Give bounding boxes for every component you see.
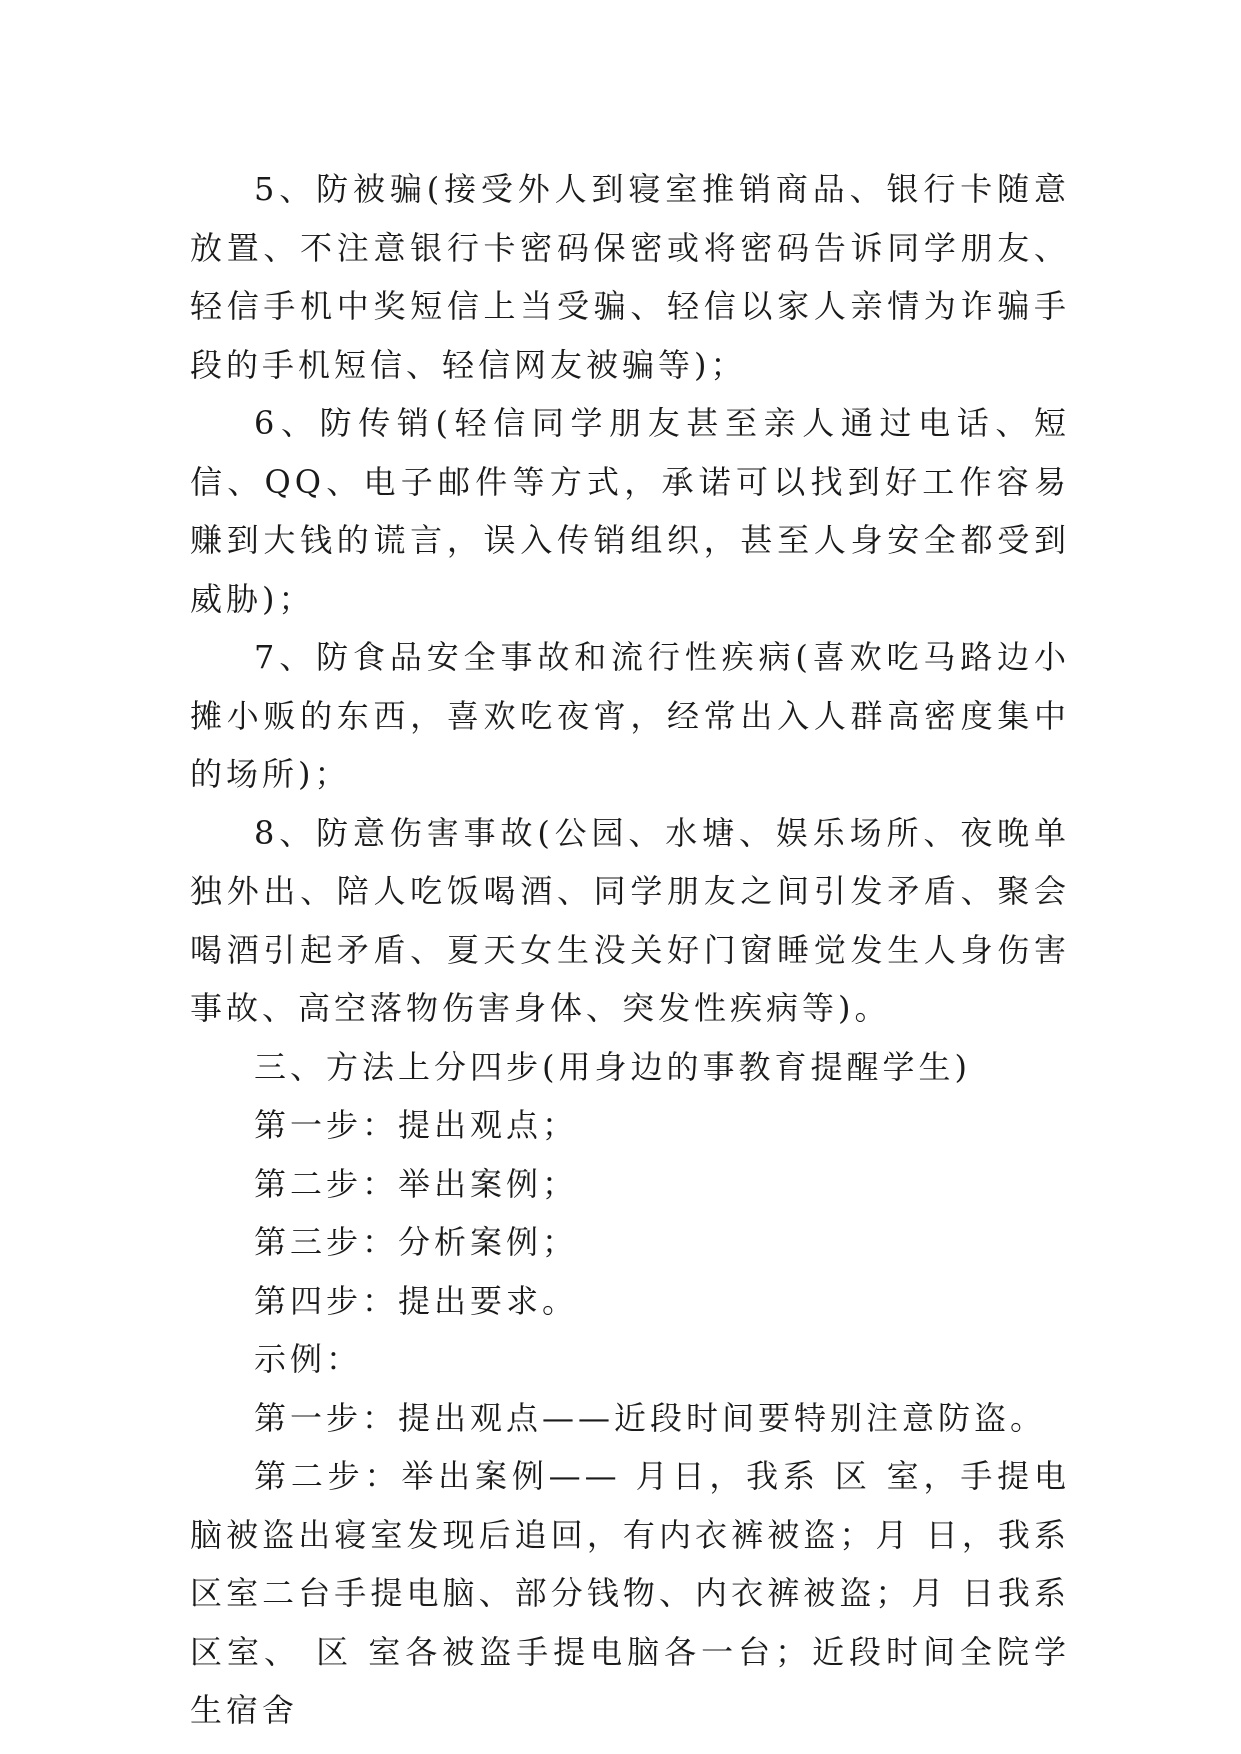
paragraph-fang-chuan-xiao: 6、防传销(轻信同学朋友甚至亲人通过电话、短信、QQ、电子邮件等方式，承诺可以找到好工作容易赚到大钱的谎言，误入传销组织，甚至人身安全都受到威胁)； — [190, 404, 1070, 618]
step-three: 第三步：分析案例； — [254, 1223, 579, 1261]
section-heading-method: 三、方法上分四步(用身边的事教育提醒学生) — [254, 1047, 971, 1086]
step-two: 第二步：举出案例； — [254, 1164, 579, 1203]
step-four: 第四步：提出要求。 — [254, 1281, 579, 1320]
document-body — [190, 160, 1070, 1740]
example-label: 示例： — [254, 1340, 363, 1378]
example-step-two: 第二步：举出案例—— 月日，我系 区 室，手提电脑被盗出寝室发现后追回，有内衣裤被盗；月 日，我系 区室二台手提电脑、部分钱物、内衣裤被盗；月 日我系 区室、 区 室各被盗手提电脑各一台；近段时间全院学生宿舍 — [190, 1457, 1070, 1729]
step-one: 第一步：提出观点； — [254, 1106, 579, 1144]
paragraph-fang-shi-pin-an-quan: 7、防食品安全事故和流行性疾病(喜欢吃马路边小摊小贩的东西，喜欢吃夜宵，经常出入人群高密度集中的场所)； — [190, 638, 1070, 793]
example-step-one: 第一步：提出观点——近段时间要特别注意防盗。 — [254, 1398, 1047, 1437]
paragraph-fang-yi-shang-hai: 8、防意伤害事故(公园、水塘、娱乐场所、夜晚单独外出、陪人吃饭喝酒、同学朋友之间引发矛盾、聚会喝酒引起矛盾、夏天女生没关好门窗睡觉发生人身伤害事故、高空落物伤害身体、突发性疾病等)。 — [190, 813, 1070, 1027]
paragraph-fang-bei-pian: 5、防被骗(接受外人到寝室推销商品、银行卡随意放置、不注意银行卡密码保密或将密码告诉同学朋友、轻信手机中奖短信上当受骗、轻信以家人亲情为诈骗手段的手机短信、轻信网友被骗等)； — [190, 170, 1070, 384]
